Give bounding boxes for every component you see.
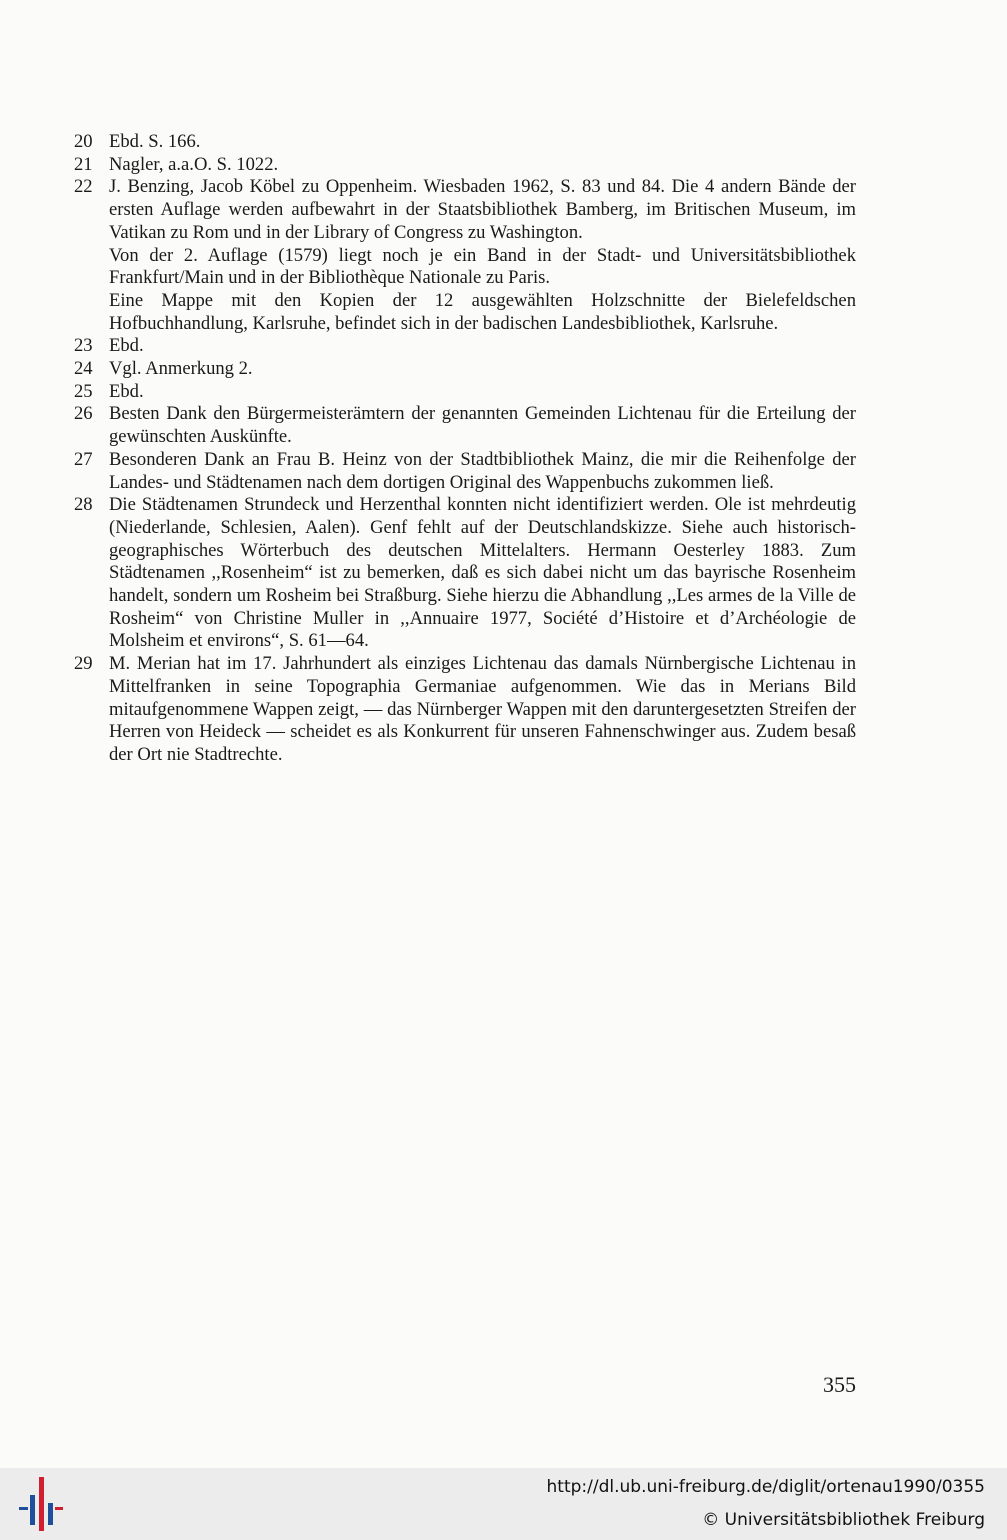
footnote: [74, 176, 856, 335]
footnote-text: [109, 335, 856, 358]
footnote-paragraph: Die Städtenamen Strundeck und Herzenthal konnten nicht identifiziert werden. Ole ist mehrdeutig (Niederlande, Schlesien, Aalen). Genf fehlt auf der Deutschlandskizze. Siehe auch historisch-geographisches Wörterbuch des deutschen Mittelalters. Hermann Oesterley 1883. Zum Städtenamen ,,Rosenheim“ ist zu bemerken, daß es sich dabei nicht um das bayrische Rosenheim handelt, sondern um Rosheim bei Straßburg. Siehe hierzu die Abhandlung ,,Les armes de la Ville de Rosheim“ von Christine Muller in ,,Annuaire 1977, Société d’Histoire et d’Archéologie de Molsheim et environs“, S. 61—64.: [109, 494, 856, 652]
footnotes-list: [74, 131, 856, 767]
footnote-paragraph: Ebd.: [109, 335, 144, 357]
footnote-number: 27: [74, 448, 93, 470]
permalink-url[interactable]: http://dl.ub.uni-freiburg.de/diglit/ortenau1990/0355: [546, 1477, 985, 1497]
footnote-text: [109, 154, 856, 177]
footnote-paragraph: Ebd.: [109, 380, 144, 402]
footnote: [74, 403, 856, 448]
footnote-paragraph: J. Benzing, Jacob Köbel zu Oppenheim. Wiesbaden 1962, S. 83 und 84. Die 4 andern Bände der ersten Auflage werden aufbewahrt in der Staatsbibliothek Bamberg, im Britischen Museum, im Vatikan zu Rom und in der Library of Congress zu Washington.: [109, 176, 856, 243]
footnote-text: [109, 381, 856, 404]
footnote-paragraph: M. Merian hat im 17. Jahrhundert als einziges Lichtenau das damals Nürnbergische Lichtenau in Mittelfranken in seine Topographia Germaniae aufgenommen. Wie das in Merians Bild mitaufgenommene Wappen zeigt, — das Nürnberger Wappen mit den daruntergesetzten Streifen der Herren von Heideck — scheidet es als Konkurrent für unseren Fahnenschwinger aus. Zudem besaß der Ort nie Stadtrechte.: [109, 653, 856, 765]
footnote-text: [109, 449, 856, 494]
footnote-number: 29: [74, 653, 93, 675]
footnote-paragraph: Nagler, a.a.O. S. 1022.: [109, 153, 279, 175]
library-logo-icon: [19, 1477, 63, 1531]
page-number: 355: [823, 1372, 856, 1397]
footnote: [74, 154, 856, 177]
footnote-paragraph: Besonderen Dank an Frau B. Heinz von der Stadtbibliothek Mainz, die mir die Reihenfolge der Landes- und Städtenamen nach dem dortigen Original des Wappenbuchs zukommen ließ.: [109, 448, 856, 493]
footnote: [74, 494, 856, 653]
footnote: [74, 358, 856, 381]
footnote: [74, 653, 856, 767]
footnote-number: 28: [74, 494, 93, 516]
footnote-number: 26: [74, 403, 93, 425]
copyright-notice: © Universitätsbibliothek Freiburg: [702, 1510, 985, 1530]
footnote-paragraph: Vgl. Anmerkung 2.: [109, 358, 253, 380]
footnote-text: [109, 653, 856, 767]
footnote-number: 23: [74, 335, 93, 357]
footnote-number: 20: [74, 131, 93, 152]
footnote-paragraph: Von der 2. Auflage (1579) liegt noch je ein Band in der Stadt- und Universitätsbibliothek Frankfurt/Main und in der Bibliothèque Nationale zu Paris.: [109, 244, 856, 289]
footnote: [74, 449, 856, 494]
footnote: [74, 381, 856, 404]
footnote: [74, 131, 856, 154]
footnote-paragraph: Eine Mappe mit den Kopien der 12 ausgewählten Holzschnitte der Bielefeldschen Hofbuchhandlung, Karlsruhe, befindet sich in der badischen Landesbibliothek, Karlsruhe.: [109, 289, 856, 334]
footnote-text: [109, 494, 856, 653]
footnote-paragraph: Ebd. S. 166.: [109, 131, 201, 152]
footnote-text: [109, 358, 856, 381]
footnote-number: 24: [74, 358, 93, 380]
footnote-text: [109, 176, 856, 335]
viewer-footer: [0, 1468, 1007, 1540]
footnote-number: 22: [74, 176, 93, 198]
footnote-paragraph: Besten Dank den Bürgermeisterämtern der genannten Gemeinden Lichtenau für die Erteilung der gewünschten Auskünfte.: [109, 403, 856, 448]
footnote: [74, 335, 856, 358]
footnote-number: 25: [74, 380, 93, 402]
footnote-number: 21: [74, 153, 93, 175]
footnote-text: [109, 131, 856, 154]
footnote-text: [109, 403, 856, 448]
